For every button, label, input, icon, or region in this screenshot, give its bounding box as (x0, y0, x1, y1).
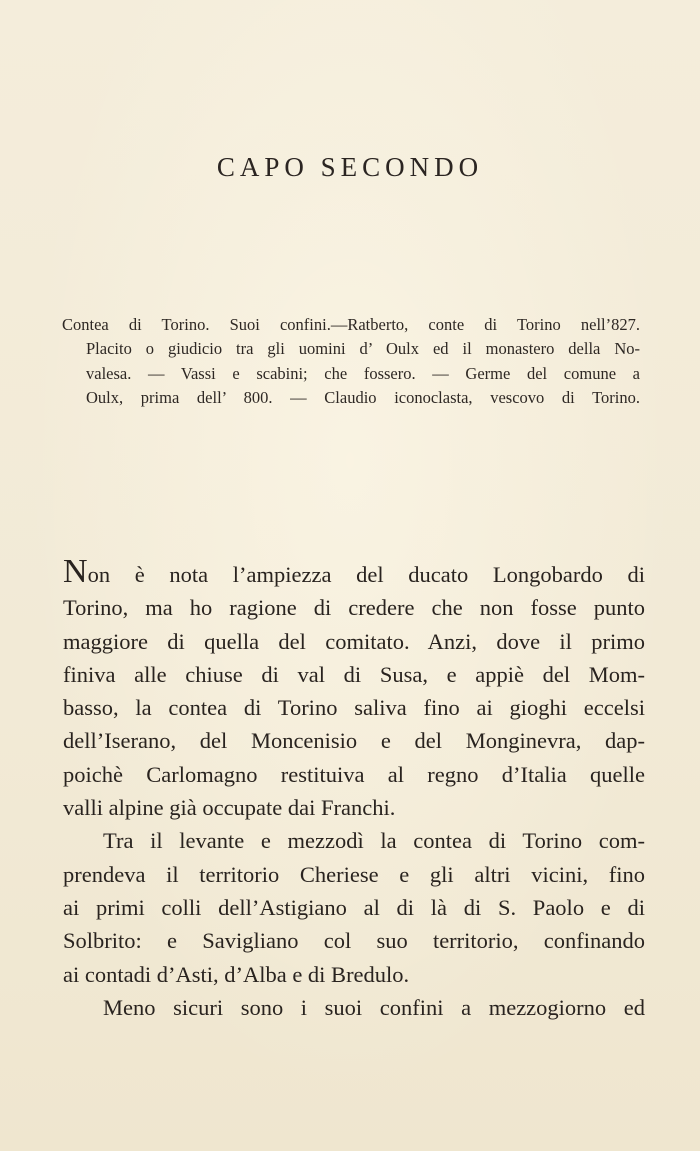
body-line: maggiore di quella del comitato. Anzi, dove il primo (63, 628, 645, 654)
body-line: ai contadi d’Asti, d’Alba e di Bredulo. (63, 961, 410, 987)
body-line: Torino, ma ho ragione di credere che non fosse punto (63, 595, 645, 621)
body-line: valli alpine già occupate dai Franchi. (63, 795, 396, 821)
chapter-title: CAPO SECONDO (216, 152, 484, 182)
chapter-summary (62, 313, 640, 411)
summary-line: valesa. — Vassi e scabini; che fossero. — Germe del comune a (86, 363, 640, 383)
body-line (63, 555, 645, 591)
body-line: poichè Carlomagno restituiva al regno d’Italia quelle (63, 761, 645, 787)
body-line: Solbrito: e Savigliano col suo territorio, confinando (63, 928, 645, 954)
body-line: ai primi colli dell’Astigiano al di là di S. Paolo e di (63, 894, 645, 920)
drop-cap: N (63, 553, 88, 590)
body-line: Meno sicuri sono i suoi confini a mezzogiorno ed (103, 994, 645, 1020)
body-line: basso, la contea di Torino saliva fino ai gioghi eccelsi (63, 695, 645, 721)
body-line: prendeva il territorio Cheriese e gli altri vicini, fino (63, 861, 645, 887)
summary-line: Placito o giudicio tra gli uomini d’ Oulx ed il monastero della No- (86, 339, 640, 359)
summary-line: Contea di Torino. Suoi confini.—Ratberto, conte di Torino nell’827. (62, 315, 640, 334)
body-line: finiva alle chiuse di val di Susa, e appiè del Mom- (63, 661, 645, 687)
summary-line: Oulx, prima dell’ 800. — Claudio iconoclasta, vescovo di Torino. (86, 388, 640, 408)
body-line-text: on è nota l’ampiezza del ducato Longobardo di (87, 562, 645, 587)
body-line: dell’Iserano, del Moncenisio e del Monginevra, dap- (63, 728, 645, 754)
body-line: Tra il levante e mezzodì la contea di Torino com- (103, 828, 645, 854)
body-text (63, 555, 645, 1024)
